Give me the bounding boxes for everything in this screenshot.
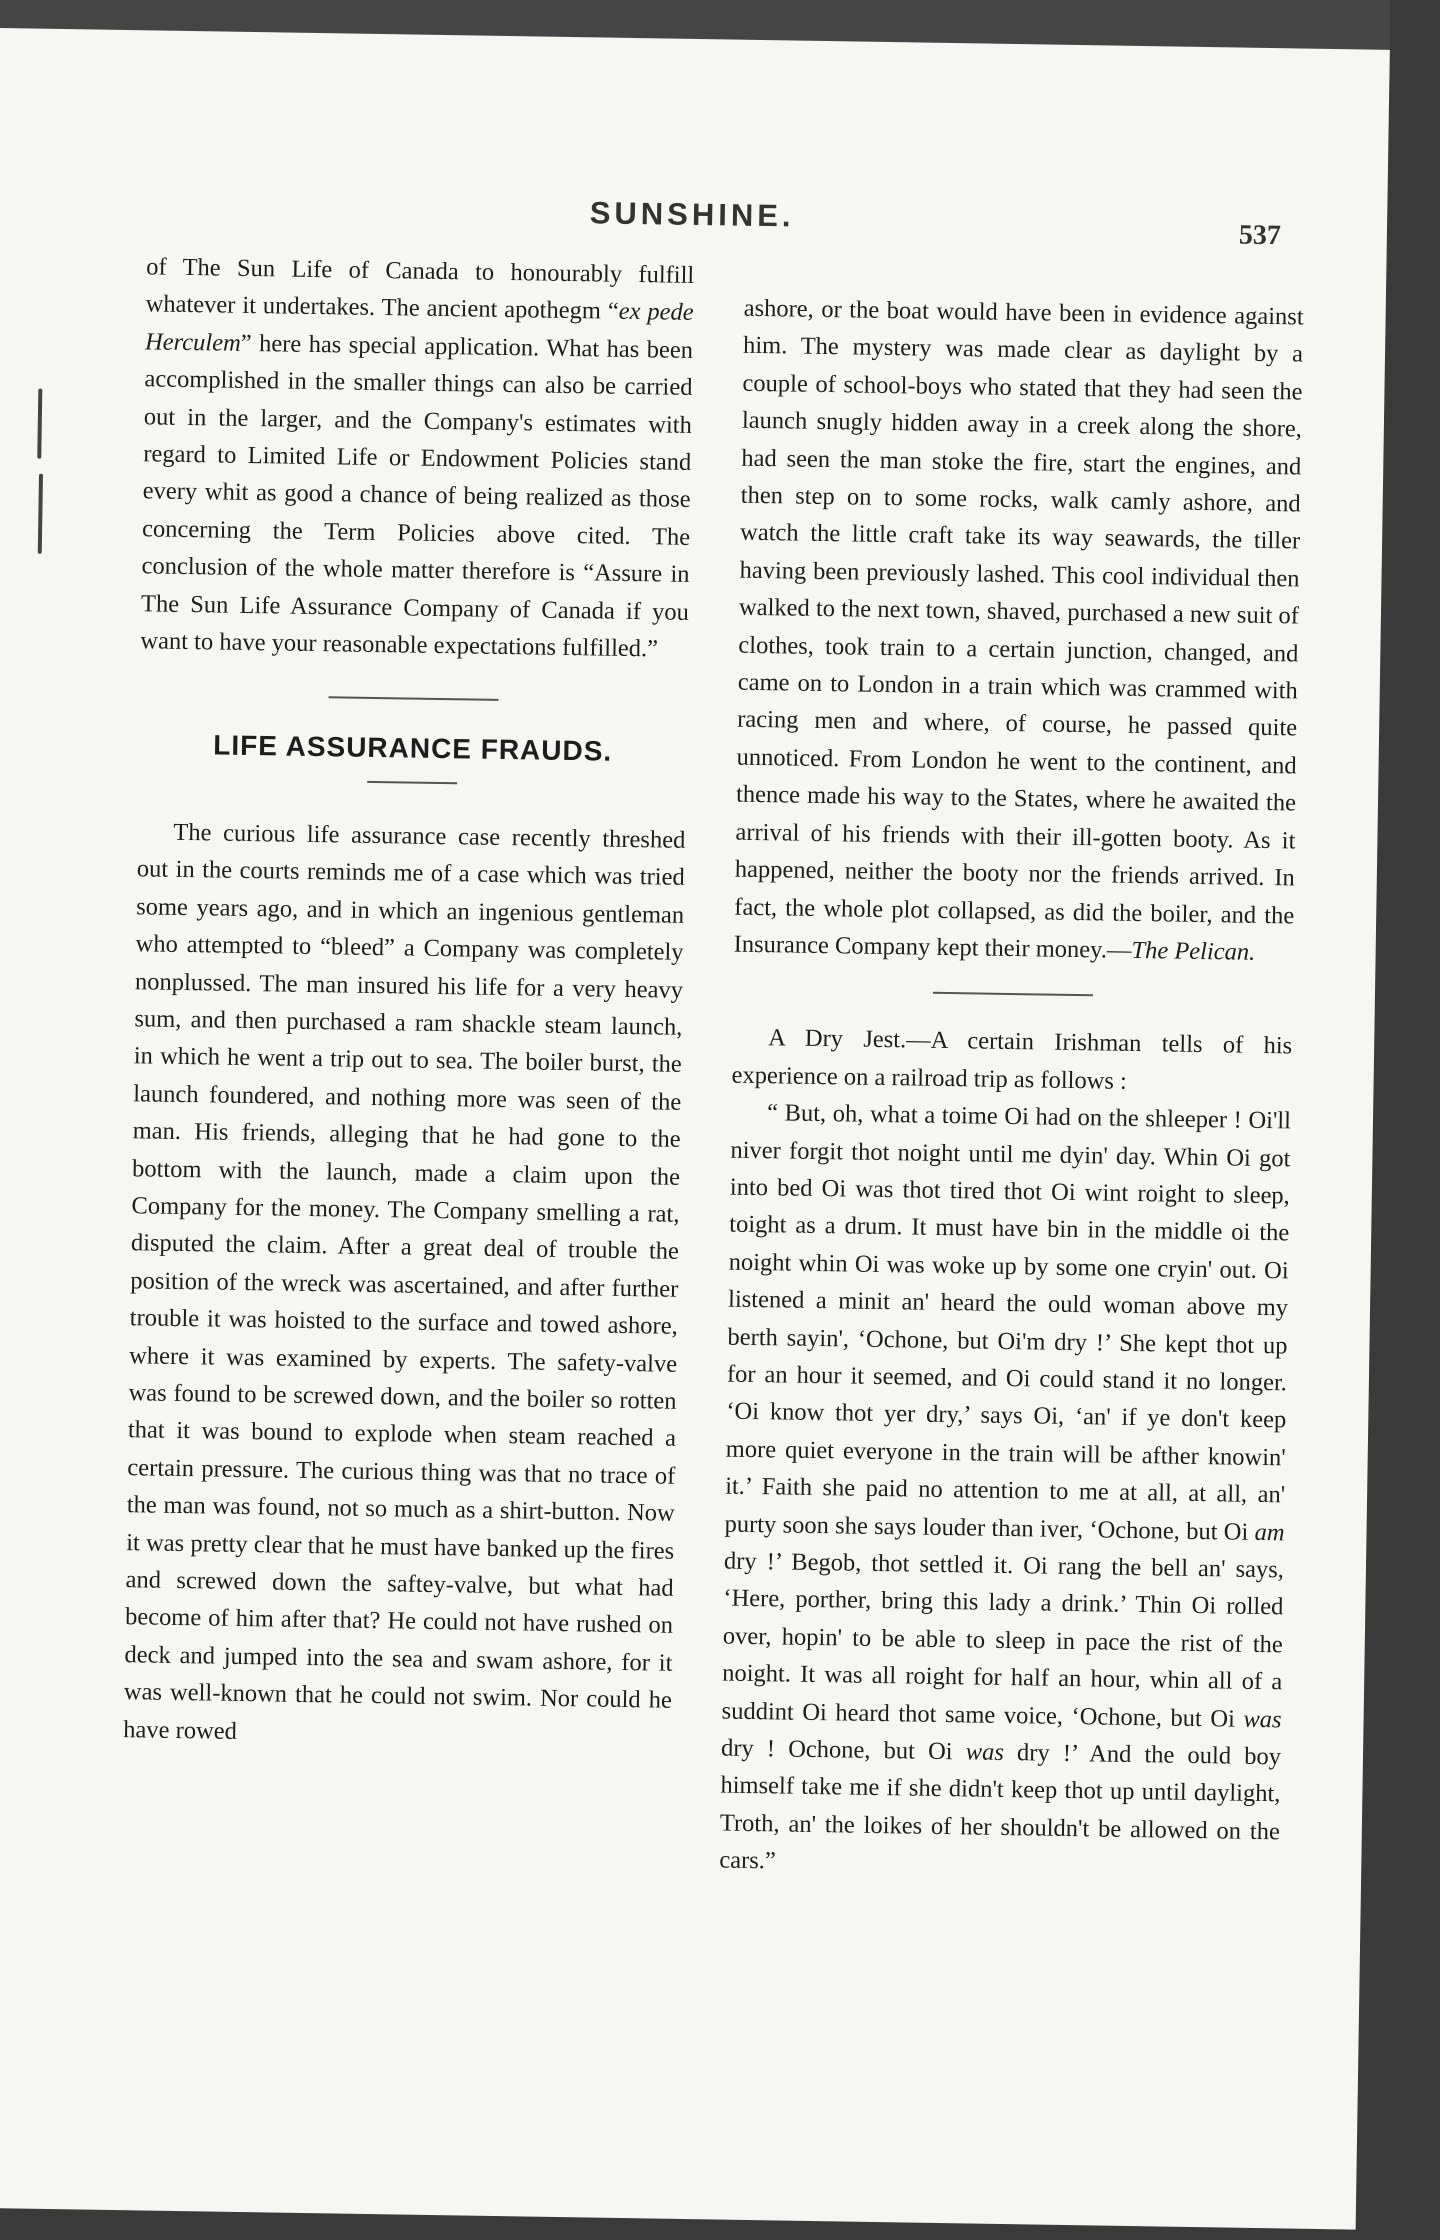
margin-binding-mark bbox=[37, 389, 42, 459]
italic-text-run: am bbox=[1254, 1518, 1285, 1546]
scan-background-right bbox=[1390, 0, 1440, 2240]
section-divider bbox=[329, 697, 499, 702]
text-run: dry ! Ochone, but Oi bbox=[720, 1734, 966, 1766]
left-column bbox=[123, 248, 694, 1756]
text-run: “ But, oh, what a toime Oi had on the shleeper ! Oi'll niver forgit thot noight until me dyin' day. Whin Oi got into bed Oi was thot tired thot Oi wint roight to sleep, toight as a drum. It must have bin in the middle oi the noight whin Oi was woke up by some one cryin' out. Oi listened a minit an' heard the ould woman above my berth sayin', ‘Ochone, but Oi'm dry !’ She kept thot up for an hour it seemed, and Oi could stand it no longer. ‘Oi know thot yer dry,’ says Oi, ‘an' if ye don't keep more quiet everyone in the train will be afther knowin' it.’ Faith she paid no attention to me at all, at all, an' purty soon she says louder than iver, ‘Ochone, but Oi bbox=[724, 1099, 1292, 1546]
italic-text-run: The Pelican. bbox=[1131, 936, 1256, 966]
text-run: The curious life assurance case recently threshed out in the courts reminds me of a case which was tried some years ago, and in which an ingenious gentleman who attempted to “bleed” a Company was completely nonplussed. The man insured his life for a very heavy sum, and then purchased a ram shackle steam launch, in which he went a trip out to sea. The boiler burst, the launch foundered, and nothing more was seen of the man. His friends, alleging that he had gone to the bottom with the launch, made a claim upon the Company for the money. The Company smelling a rat, disputed the claim. After a great deal of trouble the position of the wreck was ascertained, and after further trouble it was hoisted to the surface and towed ashore, where it was examined by experts. The safety-valve was found to be screwed down, and the boiler so rotten that it was bound to explode when steam reached a certain pressure. The curious thing was that no trace of the man was found, not so much as a shirt-button. Now it was pretty clear that he must have banked up the fires and screwed down the saftey-valve, but what had become of him after that? He could not have rushed on deck and jumped into the sea and swam ashore, for it was well-known that he could not swim. Nor could he have rowed bbox=[123, 818, 686, 1745]
text-run: of The Sun Life of Canada to honourably fulfill whatever it undertakes. The ancient apothegm “ bbox=[145, 253, 695, 326]
text-run: dry !’ And the ould boy himself take me if she didn't keep thot up until daylight, Troth, an' the loikes of her shouldn't be allowed on the cars.” bbox=[719, 1739, 1282, 1875]
running-title: SUNSHINE. bbox=[589, 195, 795, 234]
jest-paragraph bbox=[719, 1094, 1291, 1888]
page-number: 537 bbox=[1238, 219, 1282, 252]
text-run: A Dry Jest.—A certain Irishman tells of his experience on a railroad trip as follows : bbox=[731, 1024, 1293, 1095]
margin-binding-mark bbox=[38, 474, 43, 554]
continued-paragraph bbox=[733, 290, 1304, 972]
magazine-page bbox=[0, 28, 1390, 2230]
article-heading: LIFE ASSURANCE FRAUDS. bbox=[213, 729, 613, 768]
section-divider bbox=[933, 992, 1093, 997]
text-run: ashore, or the boat would have been in evidence against him. The mystery was made clear as daylight by a couple of school-boys who stated that they had seen the launch snugly hidden away in a creek along the shore, had seen the man stoke the fire, start the engines, and then step on to some rocks, walk camly ashore, and watch the little craft take its way seawards, the tiller having been previously lashed. This cool individual then walked to the next town, shaved, purchased a new suit of clothes, took train to a certain junction, changed, and came on to London in a train which was crammed with racing men and where, of course, he passed quite unnoticed. From London he went to the continent, and thence made his way to the States, where he awaited the arrival of his friends with their ill-gotten booty. As it happened, neither the booty nor the friends arrived. In fact, the whole plot collapsed, as did the boiler, and the Insurance Company kept their money.— bbox=[733, 294, 1304, 964]
italic-text-run: ex pede Herculem bbox=[144, 298, 694, 357]
heading-underline bbox=[367, 781, 457, 784]
right-column bbox=[719, 290, 1304, 1888]
text-run: dry !’ Begob, thot settled it. Oi rang the bell an' says, ‘Here, porther, bring this lady a drink.’ Thin Oi rolled over, hopin' to be able to sleep in pace the rist of the noight. It was all roight for half an hour, whin all of a suddint Oi heard thot same voice, ‘Ochone, but Oi bbox=[721, 1547, 1285, 1733]
article-paragraph bbox=[123, 813, 686, 1757]
continued-paragraph bbox=[140, 248, 694, 668]
text-run: ” here has special application. What has been accomplished in the smaller things can also be carried out in the larger, and the Company's estimates with regard to Limited Life or Endowment Policies stand every whit as good a chance of being realized as those concerning the Term Policies above cited. The conclusion of the whole matter therefore is “Assure in The Sun Life Assurance Company of Canada if you want to have your reasonable expectations fulfilled.” bbox=[140, 329, 694, 663]
italic-text-run: was bbox=[1243, 1705, 1282, 1733]
jest-intro bbox=[731, 1019, 1292, 1103]
italic-text-run: was bbox=[965, 1738, 1005, 1767]
